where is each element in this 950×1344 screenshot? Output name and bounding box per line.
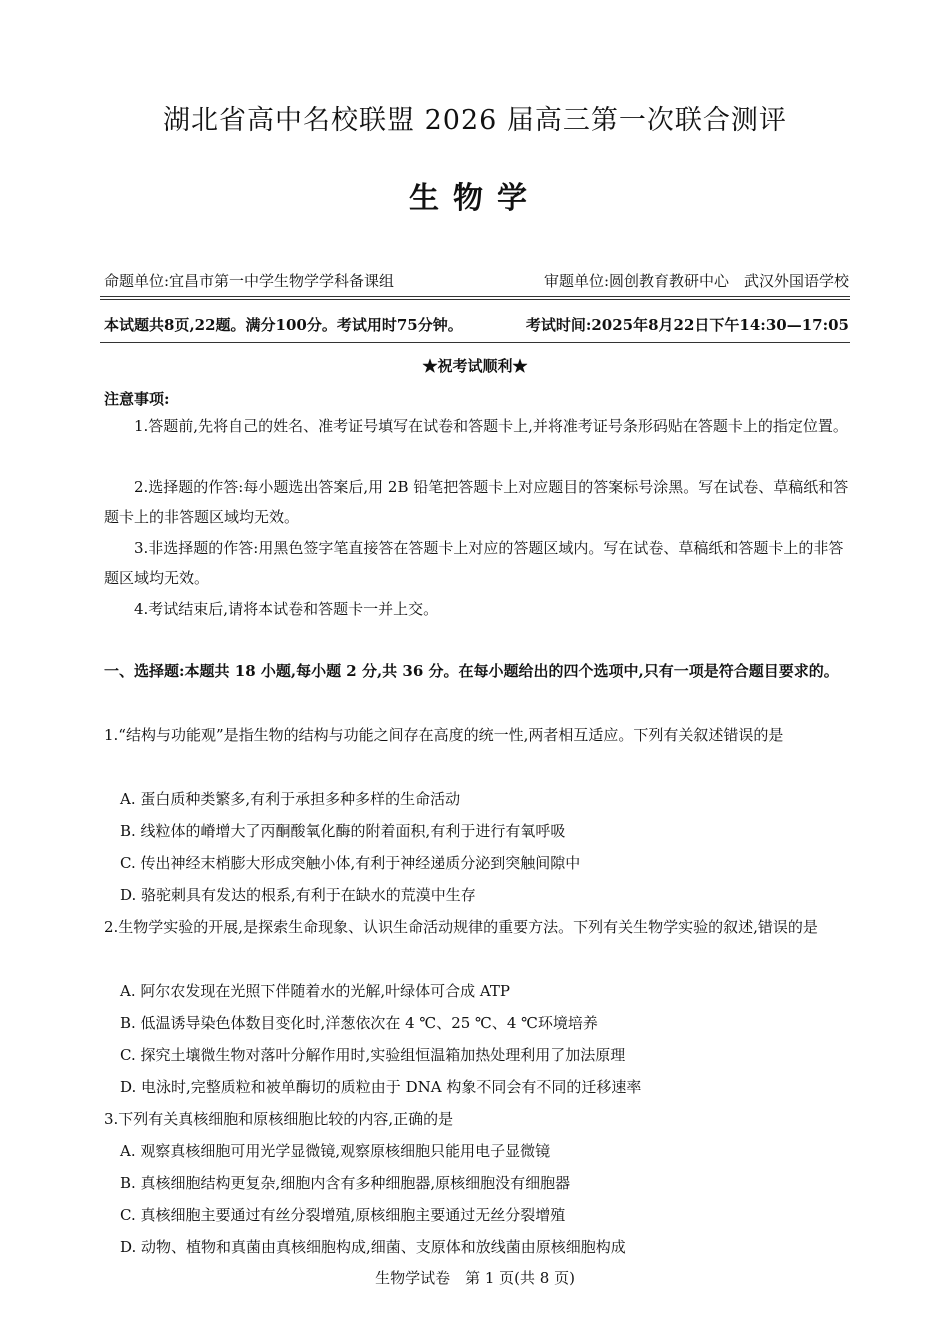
notice-heading: 注意事项: (104, 390, 170, 408)
exam-time: 考试时间:2025年8月22日下午14:30—17:05 (525, 316, 849, 334)
page-footer: 生物学试卷 第 1 页(共 8 页) (375, 1269, 575, 1287)
divider-line (100, 296, 850, 297)
section-heading: 一、选择题:本题共 18 小题,每小题 2 分,共 36 分。在每小题给出的四个选项中,只有一项是符合题目要求的。 (104, 662, 839, 680)
question-option: D. 电泳时,完整质粒和被单酶切的质粒由于 DNA 构象不同会有不同的迁移速率 (120, 1078, 642, 1096)
question-option: B. 真核细胞结构更复杂,细胞内含有多种细胞器,原核细胞没有细胞器 (120, 1174, 571, 1192)
divider-line (100, 299, 850, 300)
divider-line (100, 342, 850, 343)
question-option: C. 真核细胞主要通过有丝分裂增殖,原核细胞主要通过无丝分裂增殖 (120, 1206, 566, 1224)
question-option: B. 低温诱导染色体数目变化时,洋葱依次在 4 ℃、25 ℃、4 ℃环境培养 (120, 1014, 598, 1032)
setter-unit: 命题单位:宜昌市第一中学生物学学科备课组 (104, 272, 395, 290)
exam-info-row (104, 314, 849, 336)
question-option: A. 观察真核细胞可用光学显微镜,观察原核细胞只能用电子显微镜 (120, 1142, 551, 1160)
question-option: D. 骆驼刺具有发达的根系,有利于在缺水的荒漠中生存 (120, 886, 476, 904)
notice-item: 2.选择题的作答:每小题选出答案后,用 2B 铅笔把答题卡上对应题目的答案标号涂黑。写在试卷、草稿纸和答题卡上的非答题区域均无效。 (104, 478, 849, 526)
question-option: A. 蛋白质种类繁多,有利于承担多种多样的生命活动 (120, 790, 461, 808)
units-row (104, 270, 849, 292)
subject-title: 生物学 (409, 181, 541, 216)
notice-item: 3.非选择题的作答:用黑色签字笔直接答在答题卡上对应的答题区域内。写在试卷、草稿纸和答题卡上的非答题区域均无效。 (104, 539, 844, 587)
question-option: C. 传出神经末梢膨大形成突触小体,有利于神经递质分泌到突触间隙中 (120, 854, 581, 872)
exam-title: 湖北省高中名校联盟 2026 届高三第一次联合测评 (163, 105, 787, 136)
notice-item: 1.答题前,先将自己的姓名、准考证号填写在试卷和答题卡上,并将准考证号条形码贴在答题卡上的指定位置。 (134, 417, 848, 435)
question-option: C. 探究土壤微生物对落叶分解作用时,实验组恒温箱加热处理利用了加法原理 (120, 1046, 626, 1064)
question-option: A. 阿尔农发现在光照下伴随着水的光解,叶绿体可合成 ATP (120, 982, 511, 1000)
question-option: D. 动物、植物和真菌由真核细胞构成,细菌、支原体和放线菌由原核细胞构成 (120, 1238, 626, 1256)
reviewer-unit: 审题单位:圆创教育教研中心 武汉外国语学校 (543, 272, 849, 290)
question-stem: 2.生物学实验的开展,是探索生命现象、认识生命活动规律的重要方法。下列有关生物学实验的叙述,错误的是 (104, 918, 818, 936)
exam-info: 本试题共8页,22题。满分100分。考试用时75分钟。 (104, 316, 463, 334)
question-stem: 3.下列有关真核细胞和原核细胞比较的内容,正确的是 (104, 1110, 454, 1128)
question-option: B. 线粒体的嵴增大了丙酮酸氧化酶的附着面积,有利于进行有氧呼吸 (120, 822, 566, 840)
notice-item: 4.考试结束后,请将本试卷和答题卡一并上交。 (134, 600, 439, 618)
question-stem: 1.“结构与功能观”是指生物的结构与功能之间存在高度的统一性,两者相互适应。下列有关叙述错误的是 (104, 726, 784, 744)
blessing-banner: ★祝考试顺利★ (422, 357, 528, 375)
